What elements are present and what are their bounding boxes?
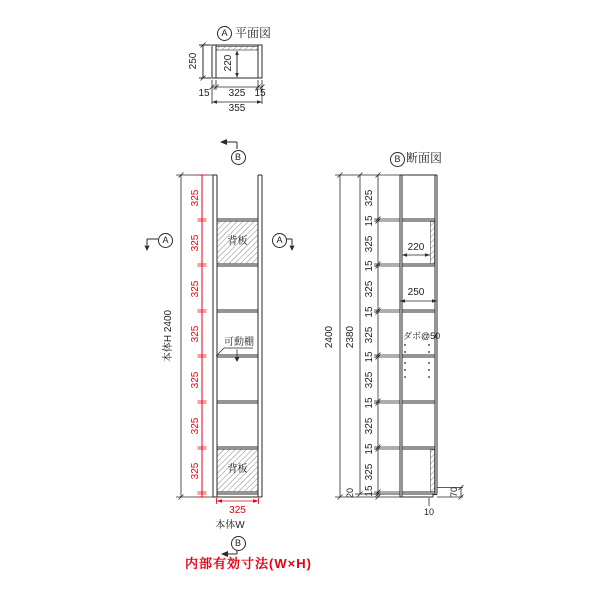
compartment-dim: 325 (190, 325, 201, 343)
section-chain-dim: 325 (364, 463, 375, 480)
dowel-holes (404, 344, 430, 378)
section-back-panel-top (431, 222, 435, 265)
back-panel-label-bottom: 背板 (227, 464, 248, 475)
compartment-dim: 325 (190, 417, 201, 434)
section-back-panel-bottom (431, 450, 435, 493)
plan-inner-depth-dim: 220 (223, 54, 234, 72)
back-panel-label-top: 背板 (227, 236, 248, 247)
section-chain-dim: 15 (364, 306, 375, 318)
body-width-label: 本体W (215, 520, 245, 531)
section-chain-dim: 325 (364, 371, 375, 389)
section-chain-dim: 15 (364, 351, 375, 363)
compartment-dim: 325 (190, 234, 201, 252)
compartment-dim: 325 (190, 280, 201, 297)
plan-depth-dim: 250 (188, 52, 199, 70)
elevation-marker-a-left: A (158, 233, 173, 248)
section-lower-depth-dim: 250 (407, 287, 425, 298)
section-base-height-dim: 20 (345, 488, 355, 499)
section-chain-dim: 325 (364, 189, 375, 207)
section-marker-b: B (390, 152, 405, 167)
plan-marker-a: A (217, 26, 232, 41)
section-corner-height-dim: 70 (449, 487, 459, 498)
elevation-marker-b-top: B (231, 150, 246, 165)
section-chain-dim: 15 (364, 485, 375, 497)
section-chain-dim: 15 (364, 215, 375, 227)
plan-title: 平面図 (235, 26, 272, 40)
plan-overall-width-dim: 355 (228, 103, 246, 114)
section-chain-dim: 15 (364, 397, 375, 409)
section-chain-dim: 15 (364, 260, 375, 272)
plan-side-left-dim: 15 (198, 88, 210, 99)
plan-side-right-dim: 15 (254, 88, 266, 99)
section-inner-height-dim: 2380 (345, 325, 356, 348)
section-bottom-inset-dim: 10 (423, 507, 434, 517)
section-title: 断面図 (406, 151, 443, 165)
compartment-dim: 325 (190, 189, 201, 206)
section-upper-depth-dim: 220 (407, 242, 425, 253)
elevation-marker-a-right: A (272, 233, 287, 248)
section-chain-dim: 325 (364, 326, 375, 343)
dowel-note-label: ダボ@50 (403, 331, 441, 341)
compartment-dim: 325 (190, 371, 201, 388)
footer-note: 内部有効寸法(W×H) (185, 556, 312, 571)
plan-inner-width-dim: 325 (228, 88, 246, 99)
compartment-dim: 325 (190, 462, 201, 480)
section-chain-dim: 15 (364, 443, 375, 455)
movable-shelf-label: 可動棚 (224, 336, 254, 348)
body-height-label: 本体H 2400 (163, 309, 174, 363)
elevation-inner-width-dim: 325 (229, 504, 246, 516)
section-chain-dim: 325 (364, 235, 375, 252)
shelf-arrow (235, 357, 240, 362)
section-chain-dim: 325 (364, 280, 375, 298)
elevation-marker-b-bottom: B (231, 536, 246, 551)
section-chain-dim: 325 (364, 417, 375, 435)
section-overall-height-dim: 2400 (324, 325, 335, 348)
